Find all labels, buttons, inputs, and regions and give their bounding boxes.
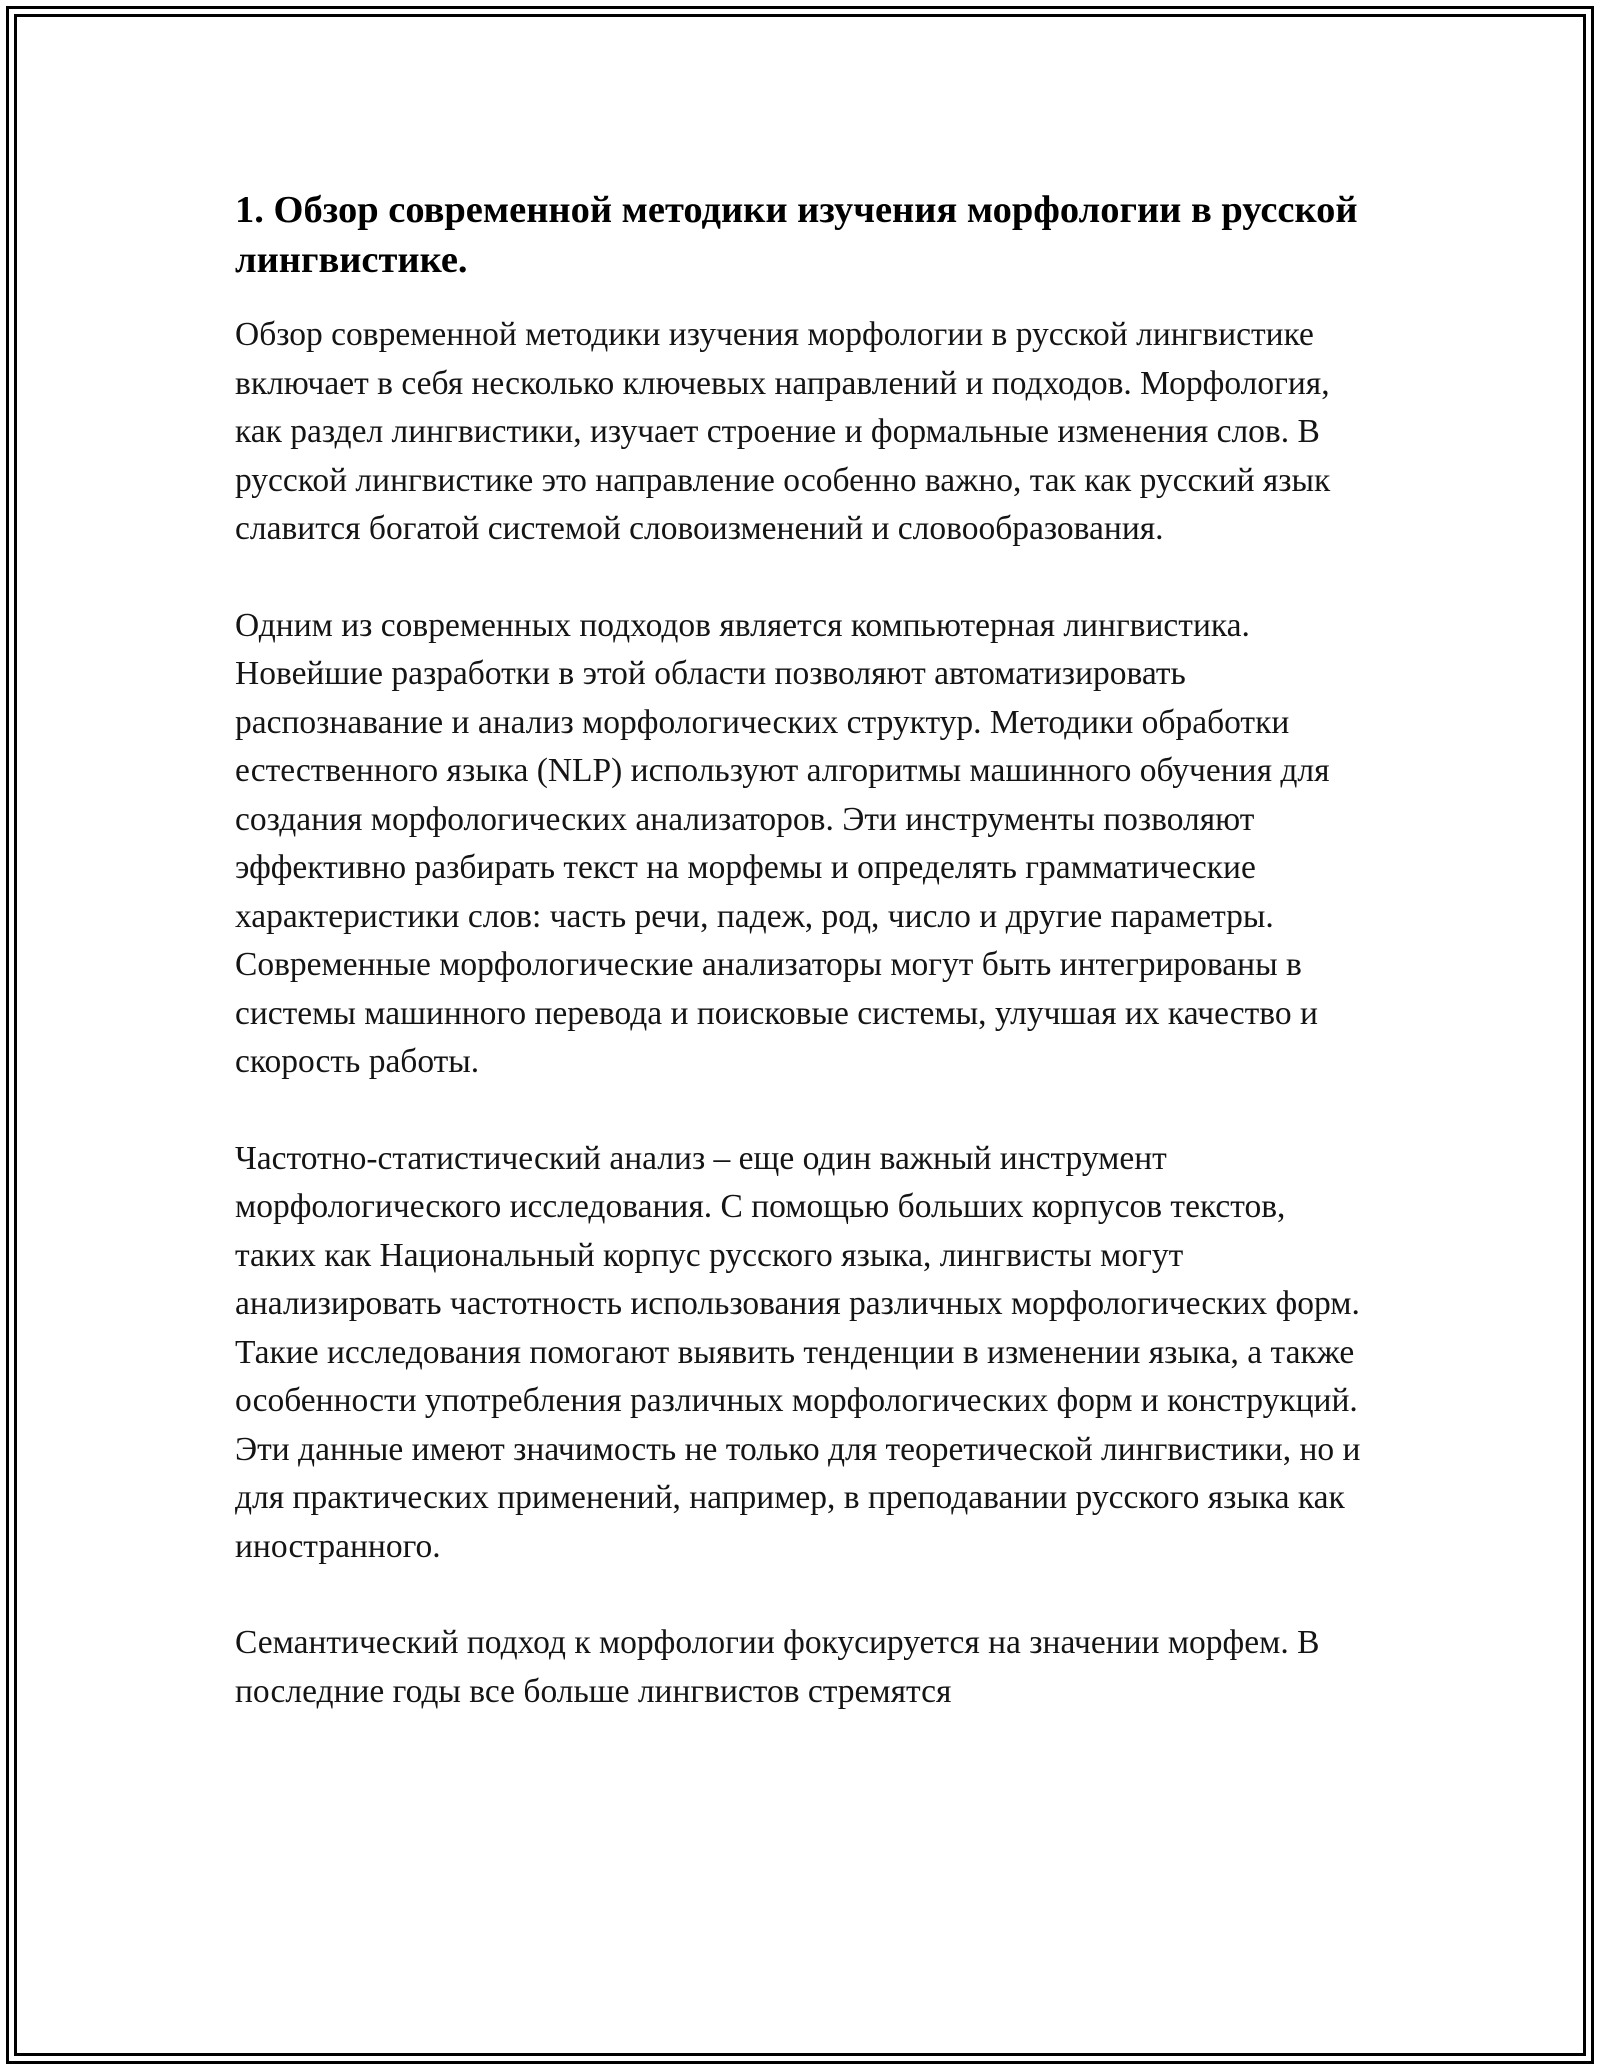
paragraph-frequency-analysis: Частотно-статистический анализ – еще один важный инструмент морфологического исследования. С помощью больших корпусов текстов, таких как Национальный корпус русского языка, лингвисты могут анализировать частотность использования различных морфологических форм. Такие исследования помогают выявить тенденции в изменении языка, а также особенности употребления различных морфологических форм и конструкций. Эти данные имеют значимость не только для теоретической лингвистики, но и для практических применений, например, в преподавании русского языка как иностранного. [235, 1139, 1361, 1565]
document-body [235, 185, 1365, 1764]
paragraph-semantic-approach: Семантический подход к морфологии фокусируется на значении морфем. В последние годы все больше лингвистов стремятся [235, 1624, 1320, 1710]
paragraph-intro: Обзор современной методики изучения морфологии в русской лингвистике включает в себя несколько ключевых направлений и подходов. Морфология, как раздел лингвистики, изучает строение и формальные изменения слов. В русской лингвистике это направление особенно важно, так как русский язык славится богатой системой словоизменений и словообразования. [235, 316, 1331, 547]
section-heading: 1. Обзор современной методики изучения морфологии в русской лингвистике. [235, 189, 1358, 281]
paragraph-computational-linguistics: Одним из современных подходов является компьютерная лингвистика. Новейшие разработки в этой области позволяют автоматизировать распознавание и анализ морфологических структур. Методики обработки естественного языка (NLP) используют алгоритмы машинного обучения для создания морфологических анализаторов. Эти инструменты позволяют эффективно разбирать текст на морфемы и определять грамматические характеристики слов: часть речи, падеж, род, число и другие параметры. Современные морфологические анализаторы могут быть интегрированы в системы машинного перевода и поисковые системы, улучшая их качество и скорость работы. [235, 606, 1330, 1080]
